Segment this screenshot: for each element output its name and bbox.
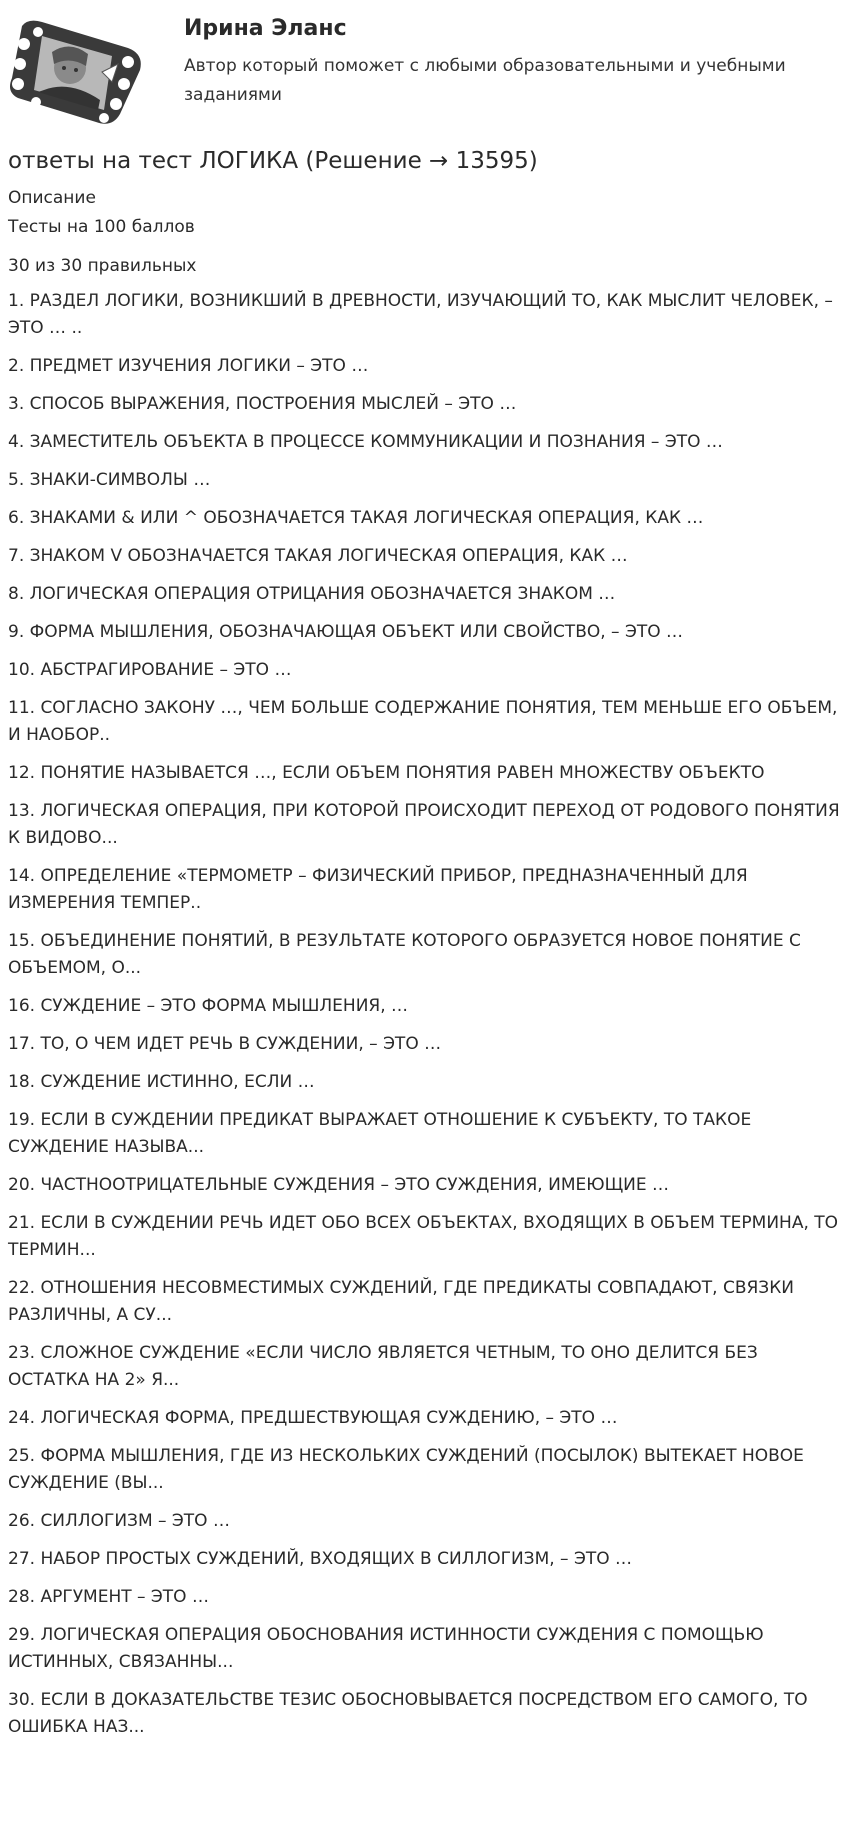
question-item: 5. ЗНАКИ-СИМВОЛЫ … [8,470,211,490]
question-item: 4. ЗАМЕСТИТЕЛЬ ОБЪЕКТА В ПРОЦЕССЕ КОММУНИКАЦИИ И ПОЗНАНИЯ – ЭТО … [8,432,723,452]
author-name[interactable]: Ирина Эланс [184,16,347,41]
question-item: 28. АРГУМЕНТ – ЭТО … [8,1587,209,1607]
question-list [8,288,844,1752]
question-item: 17. ТО, О ЧЕМ ИДЕТ РЕЧЬ В СУЖДЕНИИ, – ЭТО … [8,1034,442,1054]
page-title: ответы на тест ЛОГИКА (Решение → 13595) [8,148,538,174]
question-item: 23. СЛОЖНОЕ СУЖДЕНИЕ «ЕСЛИ ЧИСЛО ЯВЛЯЕТСЯ ЧЕТНЫМ, ТО ОНО ДЕЛИТСЯ БЕЗ ОСТАТКА НА 2» Я... [8,1343,758,1390]
question-item: 27. НАБОР ПРОСТЫХ СУЖДЕНИЙ, ВХОДЯЩИХ В СИЛЛОГИЗМ, – ЭТО … [8,1549,633,1569]
question-item: 20. ЧАСТНООТРИЦАТЕЛЬНЫЕ СУЖДЕНИЯ – ЭТО СУЖДЕНИЯ, ИМЕЮЩИЕ … [8,1175,670,1195]
question-item: 18. СУЖДЕНИЕ ИСТИННО, ЕСЛИ … [8,1072,315,1092]
question-item: 14. ОПРЕДЕЛЕНИЕ «ТЕРМОМЕТР – ФИЗИЧЕСКИЙ ПРИБОР, ПРЕДНАЗНАЧЕННЫЙ ДЛЯ ИЗМЕРЕНИЯ ТЕМПЕР.. [8,866,748,913]
question-item: 11. СОГЛАСНО ЗАКОНУ …, ЧЕМ БОЛЬШЕ СОДЕРЖАНИЕ ПОНЯТИЯ, ТЕМ МЕНЬШЕ ЕГО ОБЪЕМ, И НАОБОР.. [8,698,838,745]
question-item: 22. ОТНОШЕНИЯ НЕСОВМЕСТИМЫХ СУЖДЕНИЙ, ГДЕ ПРЕДИКАТЫ СОВПАДАЮТ, СВЯЗКИ РАЗЛИЧНЫ, А СУ... [8,1278,794,1325]
question-item: 26. СИЛЛОГИЗМ – ЭТО … [8,1511,230,1531]
question-item: 19. ЕСЛИ В СУЖДЕНИИ ПРЕДИКАТ ВЫРАЖАЕТ ОТНОШЕНИЕ К СУБЪЕКТУ, ТО ТАКОЕ СУЖДЕНИЕ НАЗЫВА... [8,1110,752,1157]
question-item: 25. ФОРМА МЫШЛЕНИЯ, ГДЕ ИЗ НЕСКОЛЬКИХ СУЖДЕНИЙ (ПОСЫЛОК) ВЫТЕКАЕТ НОВОЕ СУЖДЕНИЕ (ВЫ... [8,1446,804,1493]
question-item: 12. ПОНЯТИЕ НАЗЫВАЕТСЯ …, ЕСЛИ ОБЪЕМ ПОНЯТИЯ РАВЕН МНОЖЕСТВУ ОБЪЕКТО [8,763,765,783]
author-description: Автор который поможет с любыми образовательными и учебными заданиями [184,56,786,105]
score-text: 30 из 30 правильных [8,256,197,276]
question-item: 7. ЗНАКОМ V ОБОЗНАЧАЕТСЯ ТАКАЯ ЛОГИЧЕСКАЯ ОПЕРАЦИЯ, КАК … [8,546,628,566]
question-item: 15. ОБЪЕДИНЕНИЕ ПОНЯТИЙ, В РЕЗУЛЬТАТЕ КОТОРОГО ОБРАЗУЕТСЯ НОВОЕ ПОНЯТИЕ С ОБЪЕМОМ, О... [8,931,801,978]
question-item: 21. ЕСЛИ В СУЖДЕНИИ РЕЧЬ ИДЕТ ОБО ВСЕХ ОБЪЕКТАХ, ВХОДЯЩИХ В ОБЪЕМ ТЕРМИНА, ТО ТЕРМИН... [8,1213,839,1260]
author-avatar[interactable] [8,18,150,126]
question-item: 6. ЗНАКАМИ & ИЛИ ^ ОБОЗНАЧАЕТСЯ ТАКАЯ ЛОГИЧЕСКАЯ ОПЕРАЦИЯ, КАК … [8,508,704,528]
question-item: 29. ЛОГИЧЕСКАЯ ОПЕРАЦИЯ ОБОСНОВАНИЯ ИСТИННОСТИ СУЖДЕНИЯ С ПОМОЩЬЮ ИСТИННЫХ, СВЯЗАННЫ... [8,1625,764,1672]
question-item: 10. АБСТРАГИРОВАНИЕ – ЭТО … [8,660,292,680]
description-label: Описание [8,188,96,208]
question-item: 24. ЛОГИЧЕСКАЯ ФОРМА, ПРЕДШЕСТВУЮЩАЯ СУЖДЕНИЮ, – ЭТО … [8,1408,618,1428]
question-item: 1. РАЗДЕЛ ЛОГИКИ, ВОЗНИКШИЙ В ДРЕВНОСТИ, ИЗУЧАЮЩИЙ ТО, КАК МЫСЛИТ ЧЕЛОВЕК, – ЭТО … .. [8,291,833,338]
question-item: 2. ПРЕДМЕТ ИЗУЧЕНИЯ ЛОГИКИ – ЭТО … [8,356,369,376]
question-item: 9. ФОРМА МЫШЛЕНИЯ, ОБОЗНАЧАЮЩАЯ ОБЪЕКТ ИЛИ СВОЙСТВО, – ЭТО … [8,622,683,642]
question-item: 13. ЛОГИЧЕСКАЯ ОПЕРАЦИЯ, ПРИ КОТОРОЙ ПРОИСХОДИТ ПЕРЕХОД ОТ РОДОВОГО ПОНЯТИЯ К ВИДОВО... [8,801,840,848]
description-text: Тесты на 100 баллов [8,217,195,237]
question-item: 3. СПОСОБ ВЫРАЖЕНИЯ, ПОСТРОЕНИЯ МЫСЛЕЙ – ЭТО … [8,394,517,414]
question-item: 30. ЕСЛИ В ДОКАЗАТЕЛЬСТВЕ ТЕЗИС ОБОСНОВЫВАЕТСЯ ПОСРЕДСТВОМ ЕГО САМОГО, ТО ОШИБКА НАЗ... [8,1690,808,1737]
question-item: 8. ЛОГИЧЕСКАЯ ОПЕРАЦИЯ ОТРИЦАНИЯ ОБОЗНАЧАЕТСЯ ЗНАКОМ … [8,584,616,604]
question-item: 16. СУЖДЕНИЕ – ЭТО ФОРМА МЫШЛЕНИЯ, … [8,996,409,1016]
author-card [8,8,839,132]
